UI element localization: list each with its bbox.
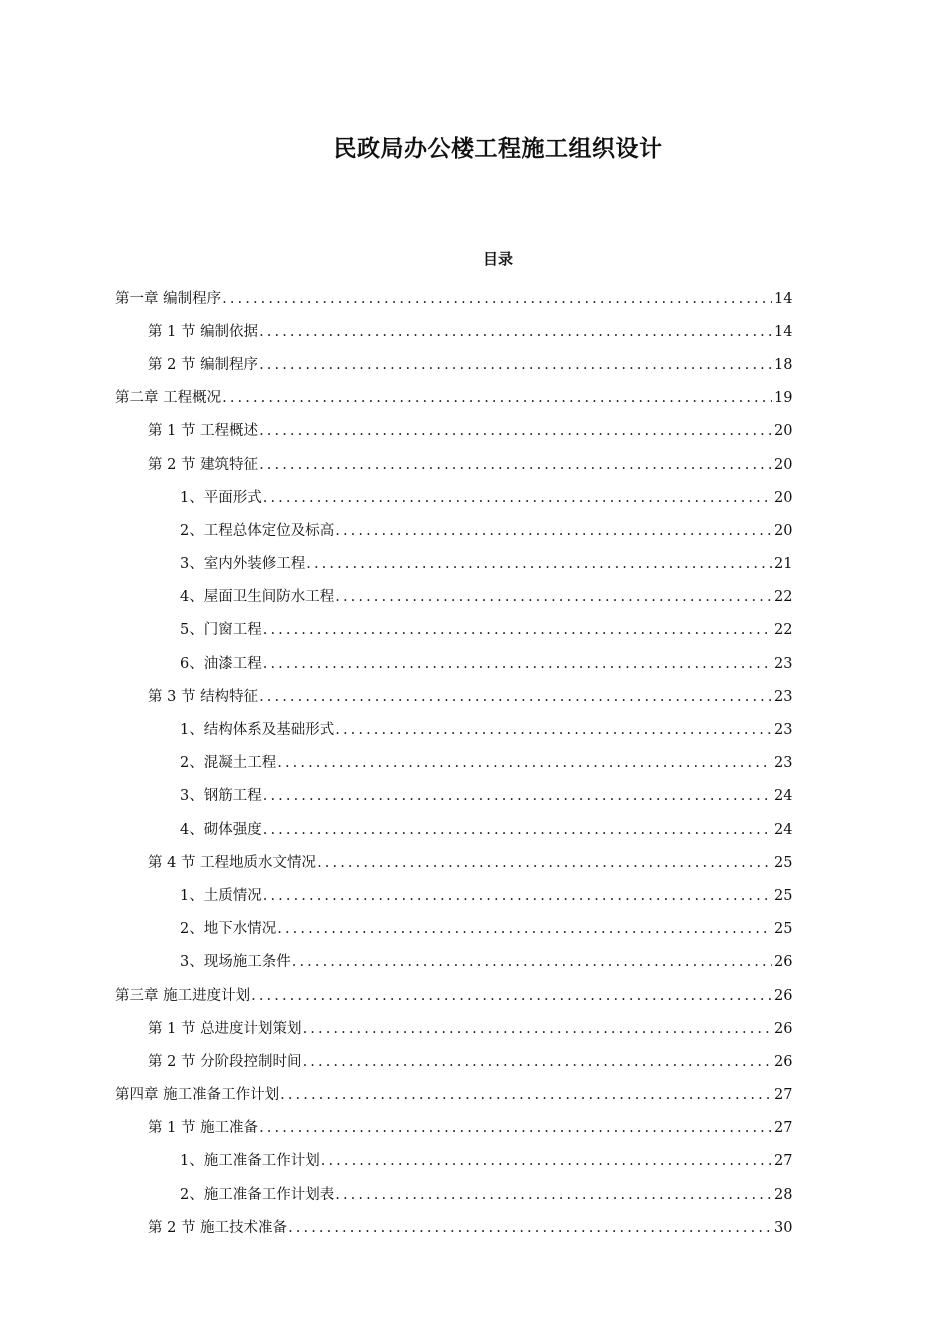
toc-entry[interactable] xyxy=(0,1045,950,1078)
toc-dot-leader xyxy=(263,486,772,510)
toc-entry[interactable] xyxy=(0,713,950,746)
toc-entry-page: 20 xyxy=(774,423,793,440)
toc-entry-page: 26 xyxy=(774,1053,793,1070)
toc-dot-leader xyxy=(259,320,772,344)
toc-entry-number: 1、 xyxy=(180,1153,204,1170)
toc-entry-page: 24 xyxy=(774,821,793,838)
toc-dot-leader xyxy=(277,917,772,941)
toc-entry-title: 编制程序 xyxy=(163,290,222,307)
toc-dot-leader xyxy=(263,784,772,808)
toc-entry-number: 第 4 节 xyxy=(148,854,196,871)
toc-entry-page: 22 xyxy=(774,589,793,606)
toc-entry-page: 27 xyxy=(774,1153,793,1170)
toc-entry[interactable] xyxy=(0,1211,950,1244)
toc-dot-leader xyxy=(317,851,772,875)
toc-dot-leader xyxy=(335,519,772,543)
toc-dot-leader xyxy=(292,950,772,974)
toc-heading: 目录 xyxy=(482,250,513,268)
toc-entry[interactable] xyxy=(0,913,950,946)
toc-entry-title: 砌体强度 xyxy=(203,821,262,838)
toc-dot-leader xyxy=(222,287,772,311)
toc-entry[interactable] xyxy=(0,1079,950,1112)
toc-dot-leader xyxy=(259,353,772,377)
toc-entry-page: 23 xyxy=(774,688,793,705)
toc-dot-leader xyxy=(335,585,772,609)
toc-entry-number: 1、 xyxy=(180,722,204,739)
toc-entry-page: 18 xyxy=(774,356,793,373)
toc-entry-page: 25 xyxy=(774,854,793,871)
toc-entry-page: 26 xyxy=(774,1020,793,1037)
toc-entry-number: 1、 xyxy=(180,489,204,506)
toc-entry[interactable] xyxy=(0,481,950,514)
toc-entry-title: 工程概述 xyxy=(200,423,259,440)
toc-entry-number: 第 2 节 xyxy=(148,456,196,473)
toc-entry-title: 施工准备工作计划 xyxy=(163,1087,280,1104)
toc-entry-title: 现场施工条件 xyxy=(203,954,291,971)
toc-entry[interactable] xyxy=(0,282,950,315)
toc-dot-leader xyxy=(263,818,772,842)
toc-entry-title: 施工进度计划 xyxy=(163,987,251,1004)
toc-entry-title: 屋面卫生间防水工程 xyxy=(203,589,335,606)
toc-entry-page: 20 xyxy=(774,522,793,539)
toc-entry-page: 20 xyxy=(774,489,793,506)
toc-entry[interactable] xyxy=(0,348,950,381)
toc-dot-leader xyxy=(263,652,772,676)
toc-entry-number: 5、 xyxy=(180,622,204,639)
table-of-contents xyxy=(0,282,950,1244)
toc-entry-title: 土质情况 xyxy=(203,887,262,904)
toc-entry-page: 22 xyxy=(774,622,793,639)
toc-entry-page: 19 xyxy=(774,390,793,407)
toc-dot-leader xyxy=(251,984,772,1008)
toc-entry-title: 编制依据 xyxy=(200,323,259,340)
toc-entry[interactable] xyxy=(0,415,950,448)
toc-entry-title: 施工准备工作计划表 xyxy=(203,1186,335,1203)
toc-entry[interactable] xyxy=(0,879,950,912)
toc-entry-number: 第 2 节 xyxy=(148,1053,196,1070)
toc-entry-number: 第 2 节 xyxy=(148,1219,196,1236)
toc-entry[interactable] xyxy=(0,979,950,1012)
toc-entry-title: 室内外装修工程 xyxy=(203,556,306,573)
toc-entry[interactable] xyxy=(0,614,950,647)
toc-entry[interactable] xyxy=(0,382,950,415)
toc-entry[interactable] xyxy=(0,1178,950,1211)
toc-entry-number: 第 1 节 xyxy=(148,1020,196,1037)
toc-entry-number: 3、 xyxy=(180,556,204,573)
toc-entry-page: 27 xyxy=(774,1120,793,1137)
toc-entry-number: 第四章 xyxy=(115,1087,159,1104)
toc-dot-leader xyxy=(335,1183,772,1207)
toc-entry-number: 第 2 节 xyxy=(148,356,196,373)
toc-entry[interactable] xyxy=(0,315,950,348)
toc-entry-page: 21 xyxy=(774,556,793,573)
toc-entry-page: 28 xyxy=(774,1186,793,1203)
toc-entry-title: 工程概况 xyxy=(163,390,222,407)
toc-entry-number: 第 1 节 xyxy=(148,323,196,340)
toc-entry-title: 编制程序 xyxy=(200,356,259,373)
toc-entry-page: 25 xyxy=(774,921,793,938)
toc-entry[interactable] xyxy=(0,946,950,979)
toc-dot-leader xyxy=(259,1116,772,1140)
toc-entry-number: 第一章 xyxy=(115,290,159,307)
toc-entry-number: 2、 xyxy=(180,522,204,539)
toc-entry[interactable] xyxy=(0,514,950,547)
toc-entry-title: 工程总体定位及标高 xyxy=(203,522,335,539)
toc-entry-title: 结构特征 xyxy=(200,688,259,705)
toc-entry-page: 30 xyxy=(774,1219,793,1236)
toc-entry-number: 6、 xyxy=(180,655,204,672)
toc-dot-leader xyxy=(335,718,772,742)
toc-dot-leader xyxy=(259,419,772,443)
toc-entry-page: 23 xyxy=(774,655,793,672)
toc-entry-title: 门窗工程 xyxy=(203,622,262,639)
toc-entry-page: 27 xyxy=(774,1087,793,1104)
toc-entry-number: 2、 xyxy=(180,1186,204,1203)
toc-entry[interactable] xyxy=(0,780,950,813)
toc-entry-title: 混凝土工程 xyxy=(203,755,277,772)
toc-entry[interactable] xyxy=(0,1112,950,1145)
toc-entry-page: 24 xyxy=(774,788,793,805)
toc-entry-title: 钢筋工程 xyxy=(203,788,262,805)
toc-entry-title: 平面形式 xyxy=(203,489,262,506)
toc-entry-number: 第 3 节 xyxy=(148,688,196,705)
toc-entry-number: 4、 xyxy=(180,589,204,606)
toc-dot-leader xyxy=(303,1050,772,1074)
toc-dot-leader xyxy=(288,1216,772,1240)
toc-entry-title: 油漆工程 xyxy=(203,655,262,672)
toc-entry-number: 2、 xyxy=(180,755,204,772)
toc-entry-number: 3、 xyxy=(180,954,204,971)
toc-dot-leader xyxy=(277,751,772,775)
toc-entry-title: 建筑特征 xyxy=(200,456,259,473)
toc-entry-title: 工程地质水文情况 xyxy=(200,854,317,871)
toc-entry-page: 26 xyxy=(774,987,793,1004)
toc-entry-title: 分阶段控制时间 xyxy=(200,1053,302,1070)
toc-entry[interactable] xyxy=(0,1145,950,1178)
toc-entry-number: 第 1 节 xyxy=(148,423,196,440)
toc-entry-title: 结构体系及基础形式 xyxy=(203,722,335,739)
toc-entry-title: 施工准备 xyxy=(200,1120,259,1137)
toc-dot-leader xyxy=(222,386,772,410)
toc-entry-page: 20 xyxy=(774,456,793,473)
toc-entry[interactable] xyxy=(0,747,950,780)
toc-entry[interactable] xyxy=(0,548,950,581)
toc-entry-page: 14 xyxy=(774,323,793,340)
toc-entry[interactable] xyxy=(0,846,950,879)
toc-dot-leader xyxy=(259,685,772,709)
toc-dot-leader xyxy=(306,552,772,576)
toc-entry-title: 施工准备工作计划 xyxy=(203,1153,320,1170)
toc-entry-number: 3、 xyxy=(180,788,204,805)
document-title: 民政局办公楼工程施工组织设计 xyxy=(333,135,663,162)
toc-entry-number: 第三章 xyxy=(115,987,159,1004)
toc-entry-page: 26 xyxy=(774,954,793,971)
toc-entry[interactable] xyxy=(0,1012,950,1045)
toc-entry-title: 地下水情况 xyxy=(203,921,277,938)
toc-dot-leader xyxy=(259,453,772,477)
toc-dot-leader xyxy=(263,618,772,642)
toc-dot-leader xyxy=(280,1083,772,1107)
toc-dot-leader xyxy=(321,1149,772,1173)
toc-entry-number: 1、 xyxy=(180,887,204,904)
toc-entry[interactable] xyxy=(0,581,950,614)
toc-entry[interactable] xyxy=(0,813,950,846)
toc-entry[interactable] xyxy=(0,448,950,481)
toc-entry-number: 4、 xyxy=(180,821,204,838)
toc-entry-number: 第 1 节 xyxy=(148,1120,196,1137)
toc-entry-page: 14 xyxy=(774,290,793,307)
toc-entry-number: 2、 xyxy=(180,921,204,938)
toc-dot-leader xyxy=(263,884,772,908)
toc-entry-page: 23 xyxy=(774,755,793,772)
toc-entry-page: 23 xyxy=(774,722,793,739)
toc-entry-number: 第二章 xyxy=(115,390,159,407)
toc-entry[interactable] xyxy=(0,647,950,680)
toc-entry[interactable] xyxy=(0,680,950,713)
toc-dot-leader xyxy=(303,1017,772,1041)
toc-entry-page: 25 xyxy=(774,887,793,904)
toc-entry-title: 总进度计划策划 xyxy=(200,1020,302,1037)
toc-entry-title: 施工技术准备 xyxy=(200,1219,288,1236)
